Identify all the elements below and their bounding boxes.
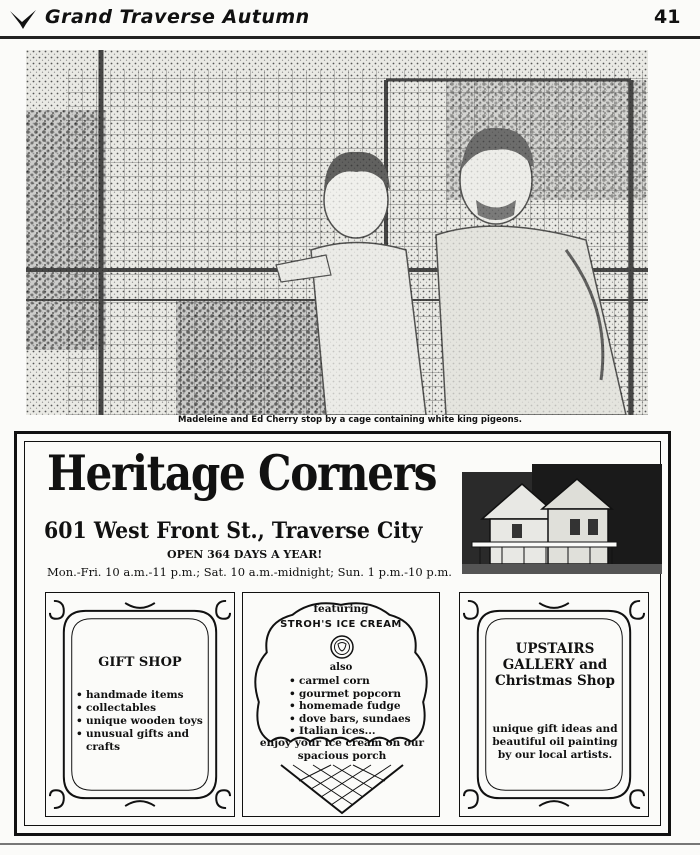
list-item: • Italian ices... bbox=[289, 725, 439, 738]
list-item: • gourmet popcorn bbox=[289, 688, 439, 701]
header-rule bbox=[0, 36, 700, 39]
ice-cream-brand: STROH'S ICE CREAM bbox=[280, 619, 402, 630]
list-item: • unique wooden toys bbox=[76, 715, 226, 728]
list-item: • dove bars, sundaes bbox=[289, 713, 439, 726]
list-item: • handmade items bbox=[76, 689, 226, 702]
also-label: also bbox=[329, 662, 353, 673]
gift-shop-title: GIFT SHOP bbox=[98, 655, 182, 670]
publication-title: Grand Traverse Autumn bbox=[45, 6, 310, 28]
bird-logo-icon bbox=[8, 8, 38, 30]
list-item: • homemade fudge bbox=[289, 700, 439, 713]
house-illustration bbox=[462, 464, 662, 574]
ice-cream-list bbox=[289, 675, 439, 738]
gift-shop-list bbox=[76, 689, 226, 754]
photo-caption: Madeleine and Ed Cherry stop by a cage containing white king pigeons. bbox=[178, 415, 522, 425]
strohs-seal-icon bbox=[330, 635, 354, 659]
ice-cream-cone-icon bbox=[273, 743, 411, 815]
list-item: • collectables bbox=[76, 702, 226, 715]
ad-title: Heritage Corners bbox=[47, 444, 437, 502]
list-item: • unusual gifts and crafts bbox=[76, 728, 226, 754]
gallery-text: unique gift ideas and beautiful oil painting by our local artists. bbox=[492, 723, 618, 761]
ad-hours: Mon.-Fri. 10 a.m.-11 p.m.; Sat. 10 a.m.-midnight; Sun. 1 p.m.-10 p.m. bbox=[47, 565, 452, 579]
ornate-frame-icon bbox=[460, 593, 648, 816]
page-number: 41 bbox=[654, 6, 681, 28]
featuring-label: featuring bbox=[313, 603, 369, 615]
gallery-title: UPSTAIRS GALLERY and Christmas Shop bbox=[495, 641, 615, 689]
ad-open-days: OPEN 364 DAYS A YEAR! bbox=[167, 548, 323, 561]
gallery-panel bbox=[459, 592, 649, 817]
list-item: • carmel corn bbox=[289, 675, 439, 688]
photo-pigeon-cage bbox=[26, 50, 648, 415]
page-bottom-rule bbox=[0, 843, 700, 845]
ad-address: 601 West Front St., Traverse City bbox=[44, 518, 423, 544]
ice-cream-panel bbox=[242, 592, 440, 817]
gift-shop-panel bbox=[45, 592, 235, 817]
page-header bbox=[0, 0, 700, 40]
heritage-corners-ad bbox=[14, 431, 671, 836]
enjoy-text: enjoy your ice cream on our spacious porch bbox=[259, 737, 425, 762]
